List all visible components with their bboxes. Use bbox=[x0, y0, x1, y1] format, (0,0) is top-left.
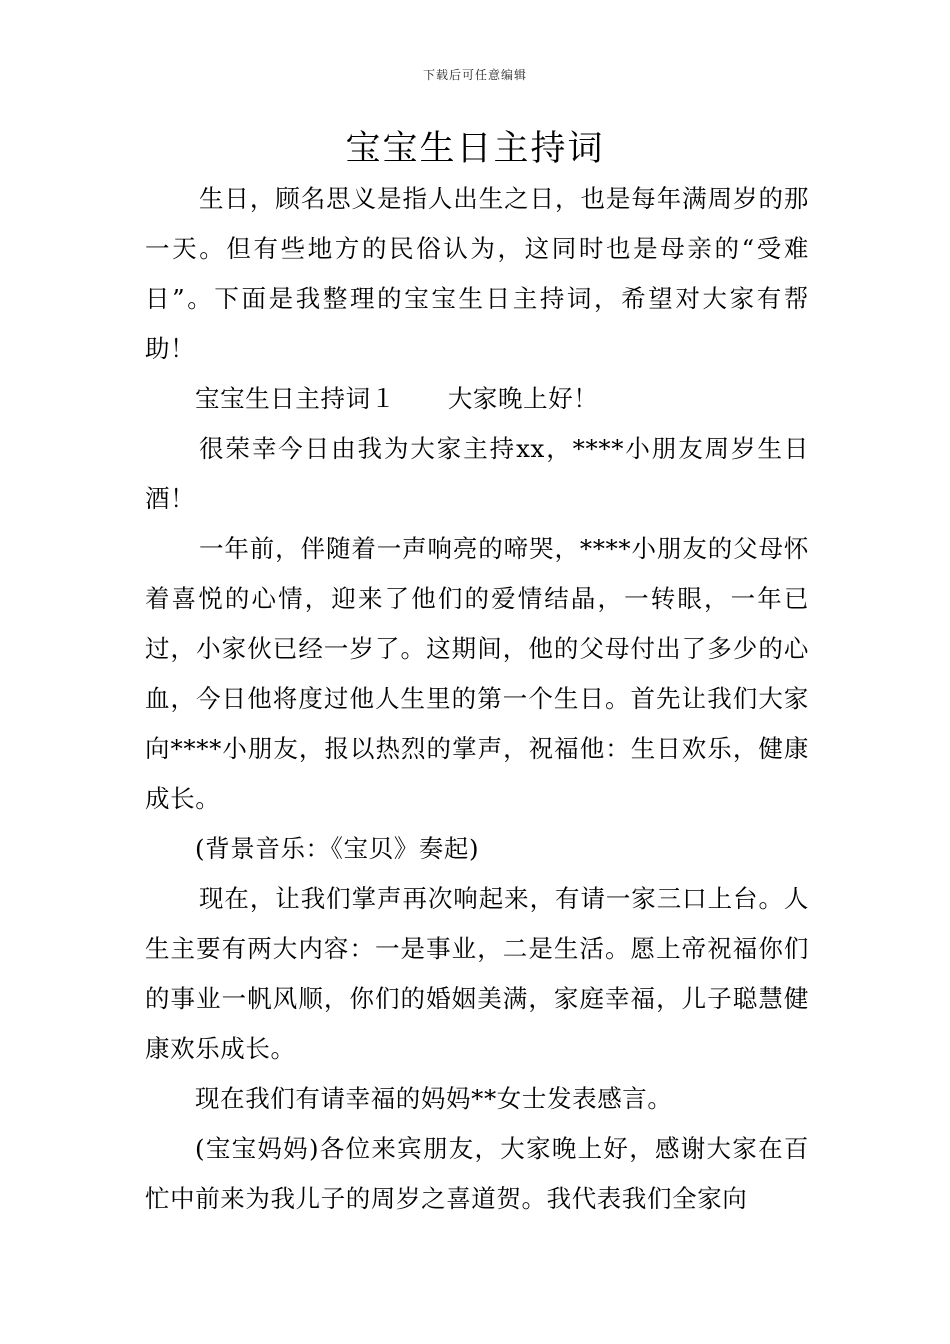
header-note: 下载后可任意编辑 bbox=[422, 68, 527, 82]
section-heading: 宝宝生日主持词１ bbox=[195, 384, 396, 413]
document-title: 宝宝生日主持词 bbox=[345, 129, 605, 169]
paragraph-one-year-ago: 一年前，伴随着一声响亮的啼哭，****小朋友的父母怀着喜悦的心情，迎来了他们的爱情结晶，一转眼，一年已过，小家伙已经一岁了。这期间，他的父母付出了多少的心血，今日他将度过他人生里的第一个生日。首先让我们大家向****小朋友，报以热烈的掌声，祝福他：生日欢乐，健康成长。 bbox=[145, 534, 809, 813]
document-body bbox=[145, 174, 809, 1224]
paragraph-section-heading bbox=[145, 374, 809, 424]
paragraph-intro: 生日，顾名思义是指人出生之日，也是每年满周岁的那一天。但有些地方的民俗认为，这同时也是母亲的“受难日”。下面是我整理的宝宝生日主持词，希望对大家有帮助！ bbox=[145, 184, 809, 363]
paragraph-mother-speech: (宝宝妈妈)各位来宾朋友，大家晚上好，感谢大家在百忙中前来为我儿子的周岁之喜道贺。我代表我们全家向 bbox=[145, 1134, 809, 1213]
greeting-text: 大家晚上好！ bbox=[447, 384, 599, 413]
paragraph-invite-mother: 现在我们有请幸福的妈妈**女士发表感言。 bbox=[195, 1084, 673, 1113]
paragraph-host-intro: 很荣幸今日由我为大家主持xx，****小朋友周岁生日酒！ bbox=[145, 434, 809, 513]
paragraph-background-music: (背景音乐：《宝贝》奏起) bbox=[195, 834, 480, 863]
paragraph-family-on-stage: 现在，让我们掌声再次响起来，有请一家三口上台。人生主要有两大内容：一是事业，二是生活。愿上帝祝福你们的事业一帆风顺，你们的婚姻美满，家庭幸福，儿子聪慧健康欢乐成长。 bbox=[145, 884, 809, 1063]
